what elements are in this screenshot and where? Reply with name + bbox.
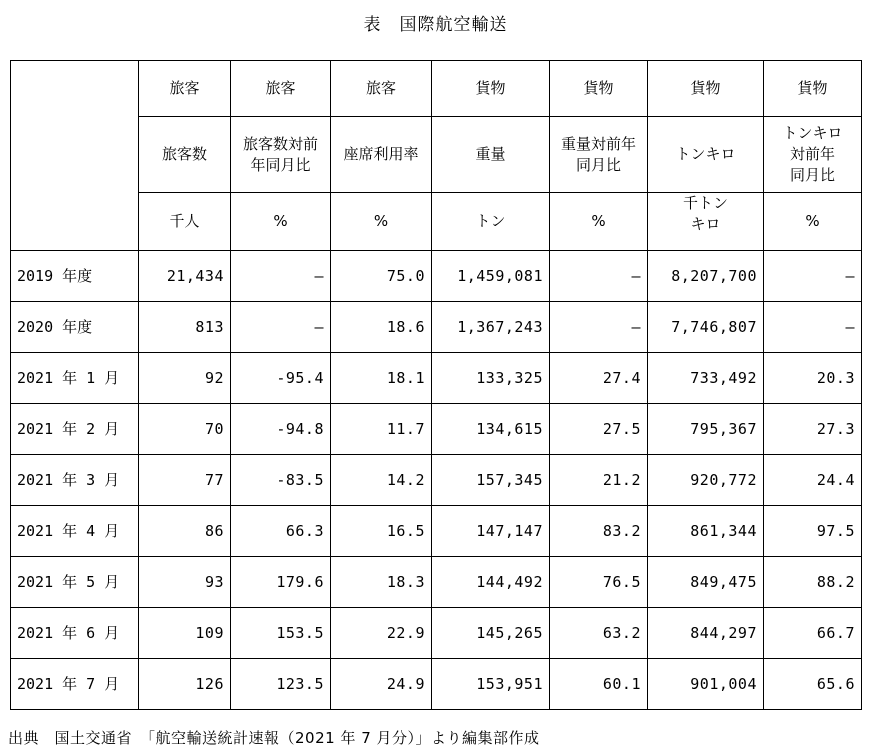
table-row <box>11 302 862 353</box>
data-cell: 24.4 <box>764 455 862 506</box>
data-cell: – <box>231 251 331 302</box>
data-cell: 134,615 <box>432 404 550 455</box>
data-cell: 733,492 <box>648 353 764 404</box>
header-category: 貨物 <box>550 61 648 117</box>
data-cell: 77 <box>139 455 231 506</box>
header-item-line: 座席利用率 <box>343 145 419 163</box>
header-category: 貨物 <box>648 61 764 117</box>
table-row <box>11 251 862 302</box>
header-item <box>231 117 331 193</box>
data-cell: 145,265 <box>432 608 550 659</box>
data-cell: 144,492 <box>432 557 550 608</box>
data-cell: – <box>550 251 648 302</box>
data-cell: 1,367,243 <box>432 302 550 353</box>
data-cell: 60.1 <box>550 659 648 710</box>
header-unit <box>331 193 432 251</box>
data-cell: 153,951 <box>432 659 550 710</box>
row-label: 2021 年 3 月 <box>11 455 139 506</box>
data-cell: 123.5 <box>231 659 331 710</box>
row-label: 2019 年度 <box>11 251 139 302</box>
data-cell: 66.7 <box>764 608 862 659</box>
row-label: 2021 年 4 月 <box>11 506 139 557</box>
data-cell: 861,344 <box>648 506 764 557</box>
air-transport-table <box>10 60 862 710</box>
data-cell: 24.9 <box>331 659 432 710</box>
data-cell: 66.3 <box>231 506 331 557</box>
header-category: 旅客 <box>139 61 231 117</box>
header-unit-line: 千トン <box>682 193 728 212</box>
data-cell: – <box>764 302 862 353</box>
data-cell: 20.3 <box>764 353 862 404</box>
header-item <box>550 117 648 193</box>
header-unit-line: 千人 <box>169 212 200 230</box>
table-row <box>11 455 862 506</box>
data-cell: 126 <box>139 659 231 710</box>
data-cell: 795,367 <box>648 404 764 455</box>
header-item-line: 同月比 <box>575 155 621 174</box>
data-cell: 86 <box>139 506 231 557</box>
data-cell: 27.5 <box>550 404 648 455</box>
data-cell: 1,459,081 <box>432 251 550 302</box>
header-unit-line: トン <box>475 212 506 230</box>
data-cell: 16.5 <box>331 506 432 557</box>
table-row <box>11 404 862 455</box>
data-cell: 901,004 <box>648 659 764 710</box>
header-item-line: トンキロ <box>675 145 736 163</box>
data-cell: 157,345 <box>432 455 550 506</box>
header-category: 貨物 <box>432 61 550 117</box>
data-cell: 93 <box>139 557 231 608</box>
data-cell: 8,207,700 <box>648 251 764 302</box>
header-category: 旅客 <box>331 61 432 117</box>
row-label: 2021 年 2 月 <box>11 404 139 455</box>
data-cell: 14.2 <box>331 455 432 506</box>
header-item-line: 旅客数 <box>161 145 207 163</box>
data-cell: 75.0 <box>331 251 432 302</box>
header-item-row <box>11 117 862 193</box>
header-item <box>648 117 764 193</box>
data-cell: 18.3 <box>331 557 432 608</box>
header-item-line: 重量 <box>475 145 506 163</box>
data-cell: 844,297 <box>648 608 764 659</box>
header-unit <box>432 193 550 251</box>
data-cell: 133,325 <box>432 353 550 404</box>
header-item <box>139 117 231 193</box>
header-category: 貨物 <box>764 61 862 117</box>
row-label: 2021 年 6 月 <box>11 608 139 659</box>
header-unit <box>139 193 231 251</box>
header-item-line: 年同月比 <box>250 155 311 174</box>
header-item <box>331 117 432 193</box>
row-label: 2021 年 5 月 <box>11 557 139 608</box>
header-item-line: 重量対前年 <box>560 134 636 153</box>
data-cell: 153.5 <box>231 608 331 659</box>
data-cell: 92 <box>139 353 231 404</box>
header-item-line: 同月比 <box>789 166 835 184</box>
data-cell: 7,746,807 <box>648 302 764 353</box>
data-cell: 22.9 <box>331 608 432 659</box>
data-cell: 147,147 <box>432 506 550 557</box>
header-unit <box>764 193 862 251</box>
data-cell: 21.2 <box>550 455 648 506</box>
row-label: 2021 年 1 月 <box>11 353 139 404</box>
data-cell: -95.4 <box>231 353 331 404</box>
header-unit-line: % <box>273 212 288 230</box>
data-cell: 27.3 <box>764 404 862 455</box>
source-note: 出典 国土交通省 「航空輸送統計速報（2021 年 7 月分）」より編集部作成 <box>8 729 540 747</box>
header-unit-line: % <box>591 212 606 230</box>
header-unit <box>550 193 648 251</box>
header-item <box>432 117 550 193</box>
data-cell: 65.6 <box>764 659 862 710</box>
header-unit <box>648 193 764 251</box>
header-item-line: 対前年 <box>789 145 835 163</box>
row-label: 2021 年 7 月 <box>11 659 139 710</box>
header-unit-line: キロ <box>690 214 721 233</box>
data-cell: – <box>550 302 648 353</box>
table-row <box>11 557 862 608</box>
table-row <box>11 659 862 710</box>
data-cell: 27.4 <box>550 353 648 404</box>
data-cell: 11.7 <box>331 404 432 455</box>
corner-cell <box>11 61 139 251</box>
row-label: 2020 年度 <box>11 302 139 353</box>
header-unit-line: % <box>373 212 389 230</box>
data-cell: 109 <box>139 608 231 659</box>
header-item-line: 旅客数対前 <box>242 134 318 153</box>
header-category-row <box>11 61 862 117</box>
data-cell: 70 <box>139 404 231 455</box>
table-title: 表 国際航空輸送 <box>363 15 508 35</box>
data-cell: – <box>764 251 862 302</box>
data-cell: 63.2 <box>550 608 648 659</box>
table-row <box>11 608 862 659</box>
header-item-line: トンキロ <box>782 124 843 142</box>
data-cell: -94.8 <box>231 404 331 455</box>
table-row <box>11 353 862 404</box>
data-cell: 76.5 <box>550 557 648 608</box>
header-unit-line: % <box>805 212 820 230</box>
data-cell: 18.1 <box>331 353 432 404</box>
header-unit-row <box>11 193 862 251</box>
data-cell: 813 <box>139 302 231 353</box>
data-cell: 179.6 <box>231 557 331 608</box>
header-unit <box>231 193 331 251</box>
data-cell: 83.2 <box>550 506 648 557</box>
table-row <box>11 506 862 557</box>
data-cell: 21,434 <box>139 251 231 302</box>
header-category: 旅客 <box>231 61 331 117</box>
data-cell: – <box>231 302 331 353</box>
header-item <box>764 117 862 193</box>
data-cell: 88.2 <box>764 557 862 608</box>
data-cell: 97.5 <box>764 506 862 557</box>
data-cell: -83.5 <box>231 455 331 506</box>
data-cell: 849,475 <box>648 557 764 608</box>
data-cell: 18.6 <box>331 302 432 353</box>
data-cell: 920,772 <box>648 455 764 506</box>
